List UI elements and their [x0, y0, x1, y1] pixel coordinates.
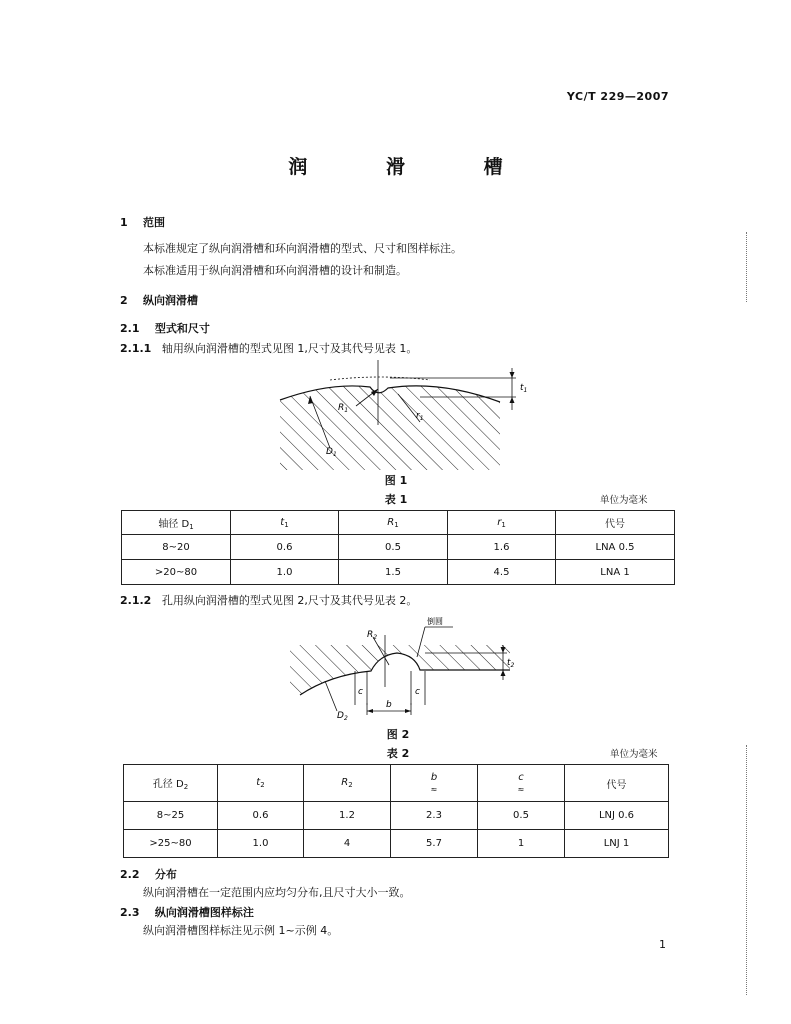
section-2-3-heading: [120, 904, 254, 920]
label-c-left: c: [358, 687, 363, 697]
table-header-row: [122, 511, 675, 535]
section-number: 2.1.2: [120, 594, 152, 607]
figure-2-caption: 图 2: [386, 728, 410, 741]
table-cell: LNJ 0.6: [565, 802, 669, 830]
section-number: 2.3: [120, 906, 140, 919]
header-cell: $t_2$: [218, 765, 304, 802]
section-2-2-heading: [120, 866, 177, 882]
table-cell: 1.0: [218, 830, 304, 858]
table-cell: LNJ 1: [565, 830, 669, 858]
figure-1-caption: 图 1: [384, 474, 408, 487]
table-2-caption: 表 2: [386, 747, 410, 760]
paragraph: 纵向润滑槽在一定范围内应均匀分布,且尺寸大小一致。: [143, 886, 411, 899]
paragraph: 本标准适用于纵向润滑槽和环向润滑槽的设计和制造。: [143, 264, 407, 277]
table-cell: 0.5: [478, 802, 565, 830]
label-D2: $D_2$: [337, 711, 348, 722]
header-cell: $R_1$: [339, 511, 448, 535]
header-cell: b ≈: [391, 765, 478, 802]
table-cell: LNA 1: [556, 560, 675, 585]
label-R1: $R_1$: [338, 403, 349, 414]
header-cell: 孔径 $D_2$: [124, 765, 218, 802]
paragraph: 本标准规定了纵向润滑槽和环向润滑槽的型式、尺寸和图样标注。: [143, 242, 462, 255]
scan-edge-marks: [746, 745, 747, 995]
figure-1-shaft-groove-drawing: [270, 360, 530, 470]
label-D1: $D_1$: [326, 447, 337, 458]
label-b: b: [386, 700, 392, 710]
section-number: 2.1: [120, 322, 140, 335]
section-title: 范围: [142, 216, 165, 229]
section-number: 2.1.1: [120, 342, 152, 355]
scan-edge-marks: [746, 232, 747, 302]
table-2: [123, 764, 669, 858]
table-header-row: [124, 765, 669, 802]
label-r1: $r_1$: [416, 411, 424, 422]
table-row: [124, 830, 669, 858]
table-cell: 4: [304, 830, 391, 858]
header-cell: 代号: [556, 511, 675, 535]
table-cell: 5.7: [391, 830, 478, 858]
section-2-1-heading: [120, 320, 210, 336]
table-cell: 0.5: [339, 535, 448, 560]
table-cell: LNA 0.5: [556, 535, 675, 560]
standard-code: YC/T 229—2007: [566, 90, 669, 103]
table-row: [122, 535, 675, 560]
table-2-unit: 单位为毫米: [610, 749, 658, 760]
section-title: 分布: [154, 868, 177, 881]
table-cell: 1.0: [231, 560, 339, 585]
section-text: 轴用纵向润滑槽的型式见图 1,尺寸及其代号见表 1。: [161, 342, 418, 355]
table-cell: 2.3: [391, 802, 478, 830]
label-t2: $t_2$: [507, 658, 515, 669]
section-number: 2: [120, 294, 128, 307]
header-cell: $R_2$: [304, 765, 391, 802]
table-1: [121, 510, 675, 585]
table-cell: 0.6: [218, 802, 304, 830]
section-2-1-1: [120, 340, 417, 356]
table-row: [124, 802, 669, 830]
table-cell: 0.6: [231, 535, 339, 560]
section-number: 2.2: [120, 868, 140, 881]
label-R2: $R_2$: [367, 630, 378, 641]
table-cell: >25~80: [124, 830, 218, 858]
section-2-1-2: [120, 592, 417, 608]
section-text: 孔用纵向润滑槽的型式见图 2,尺寸及其代号见表 2。: [161, 594, 418, 607]
section-title: 纵向润滑槽: [142, 294, 198, 307]
header-cell: $r_1$: [448, 511, 556, 535]
figure-2-hole-groove-drawing: [285, 615, 525, 725]
table-cell: >20~80: [122, 560, 231, 585]
table-cell: 8~25: [124, 802, 218, 830]
page-number: 1: [659, 938, 666, 951]
section-2-heading: [120, 292, 198, 308]
label-t1: $t_1$: [520, 383, 528, 394]
header-cell: c ≈: [478, 765, 565, 802]
paragraph: 纵向润滑槽图样标注见示例 1~示例 4。: [143, 924, 339, 937]
table-1-unit: 单位为毫米: [600, 495, 648, 506]
label-c-right: c: [415, 687, 420, 697]
table-cell: 1.5: [339, 560, 448, 585]
section-1-heading: [120, 214, 165, 230]
table-cell: 8~20: [122, 535, 231, 560]
table-row: [122, 560, 675, 585]
table-cell: 1.6: [448, 535, 556, 560]
label-chamfer: 倒圆: [427, 617, 443, 626]
header-cell: 轴径 $D_1$: [122, 511, 231, 535]
section-number: 1: [120, 216, 128, 229]
document-title: 润 滑 槽: [288, 156, 539, 178]
table-1-caption: 表 1: [384, 493, 408, 506]
table-cell: 1.2: [304, 802, 391, 830]
section-title: 纵向润滑槽图样标注: [154, 906, 254, 919]
header-cell: $t_1$: [231, 511, 339, 535]
section-title: 型式和尺寸: [154, 322, 210, 335]
table-cell: 1: [478, 830, 565, 858]
table-cell: 4.5: [448, 560, 556, 585]
header-cell: 代号: [565, 765, 669, 802]
